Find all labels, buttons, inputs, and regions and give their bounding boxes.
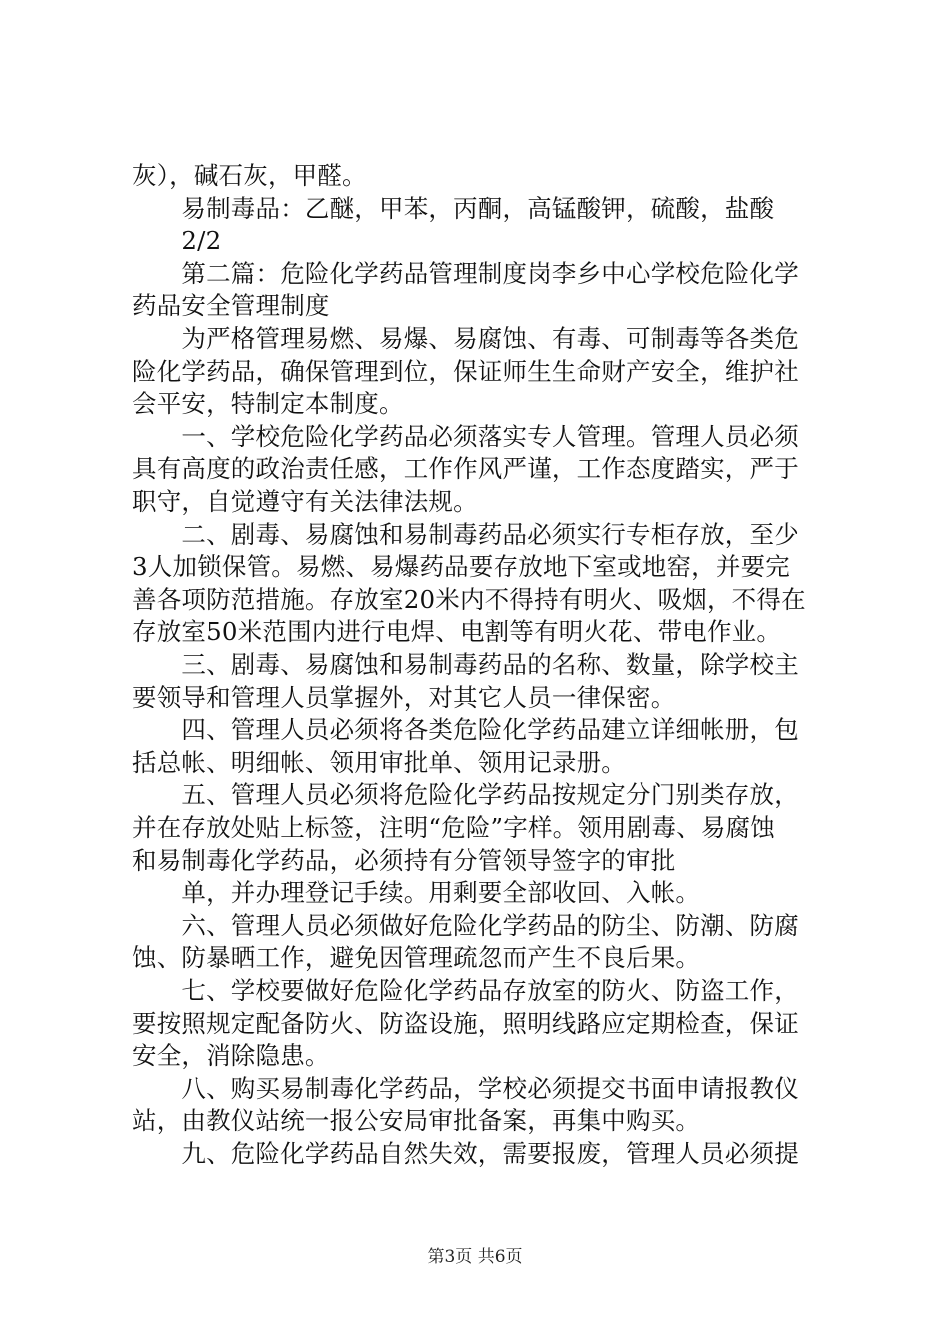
body-line: 2/2: [132, 226, 222, 256]
body-line: 括总帐、明细帐、领用审批单、领用记录册。: [132, 747, 626, 777]
body-line: 灰），碱石灰，甲醛。: [132, 161, 367, 190]
body-line: 安全，消除隐患。: [132, 1041, 330, 1071]
body-line: 3人加锁保管。易燃、易爆药品要存放地下室或地窑，并要完: [132, 552, 790, 582]
body-line: 二、剧毒、易腐蚀和易制毒药品必须实行专柜存放，至少: [132, 519, 799, 549]
body-line: 一、学校危险化学药品必须落实专人管理。管理人员必须: [132, 421, 799, 451]
body-line: 六、管理人员必须做好危险化学药品的防尘、防潮、防腐: [132, 910, 799, 940]
body-line: 要领导和管理人员掌握外，对其它人员一律保密。: [132, 682, 676, 712]
body-line: 五、管理人员必须将危险化学药品按规定分门别类存放，: [132, 780, 799, 810]
section-heading-line: 药品安全管理制度: [132, 291, 330, 321]
body-line: 单，并办理登记手续。用剩要全部收回、入帐。: [132, 878, 701, 908]
page-footer: 第3页 共6页: [427, 1247, 523, 1267]
section-heading-line: 第二篇：危险化学药品管理制度岗李乡中心学校危险化学: [132, 258, 799, 288]
body-line: 蚀、防暴晒工作，避免因管理疏忽而产生不良后果。: [132, 943, 701, 973]
body-line: 会平安，特制定本制度。: [132, 389, 404, 419]
body-line: 要按照规定配备防火、防盗设施，照明线路应定期检查，保证: [132, 1008, 799, 1038]
body-line: 具有高度的政治责任感，工作作风严谨，工作态度踏实，严于: [132, 454, 799, 484]
body-line: 四、管理人员必须将各类危险化学药品建立详细帐册，包: [132, 715, 799, 745]
body-line: 易制毒品：乙醚，甲苯，丙酮，高锰酸钾，硫酸，盐酸: [132, 193, 775, 223]
body-line: 九、危险化学药品自然失效，需要报废，管理人员必须提: [132, 1139, 799, 1168]
body-line: 站，由教仪站统一报公安局审批备案，再集中购买。: [132, 1106, 701, 1136]
body-line: 八、购买易制毒化学药品，学校必须提交书面申请报教仪: [132, 1073, 799, 1103]
body-line: 和易制毒化学药品，必须持有分管领导签字的审批: [132, 845, 676, 875]
body-line: 险化学药品，确保管理到位，保证师生生命财产安全，维护社: [132, 356, 799, 386]
body-line: 善各项防范措施。存放室20米内不得持有明火、吸烟，不得在: [132, 584, 806, 614]
body-line: 职守，自觉遵守有关法律法规。: [132, 487, 478, 516]
body-line: 三、剧毒、易腐蚀和易制毒药品的名称、数量，除学校主: [132, 650, 799, 679]
body-line: 七、学校要做好危险化学药品存放室的防火、防盗工作，: [132, 976, 799, 1005]
body-line: 存放室50米范围内进行电焊、电割等有明火花、带电作业。: [132, 617, 782, 647]
body-line: 为严格管理易燃、易爆、易腐蚀、有毒、可制毒等各类危: [132, 324, 799, 353]
body-line: 并在存放处贴上标签，注明“危险”字样。领用剧毒、易腐蚀: [132, 813, 775, 842]
